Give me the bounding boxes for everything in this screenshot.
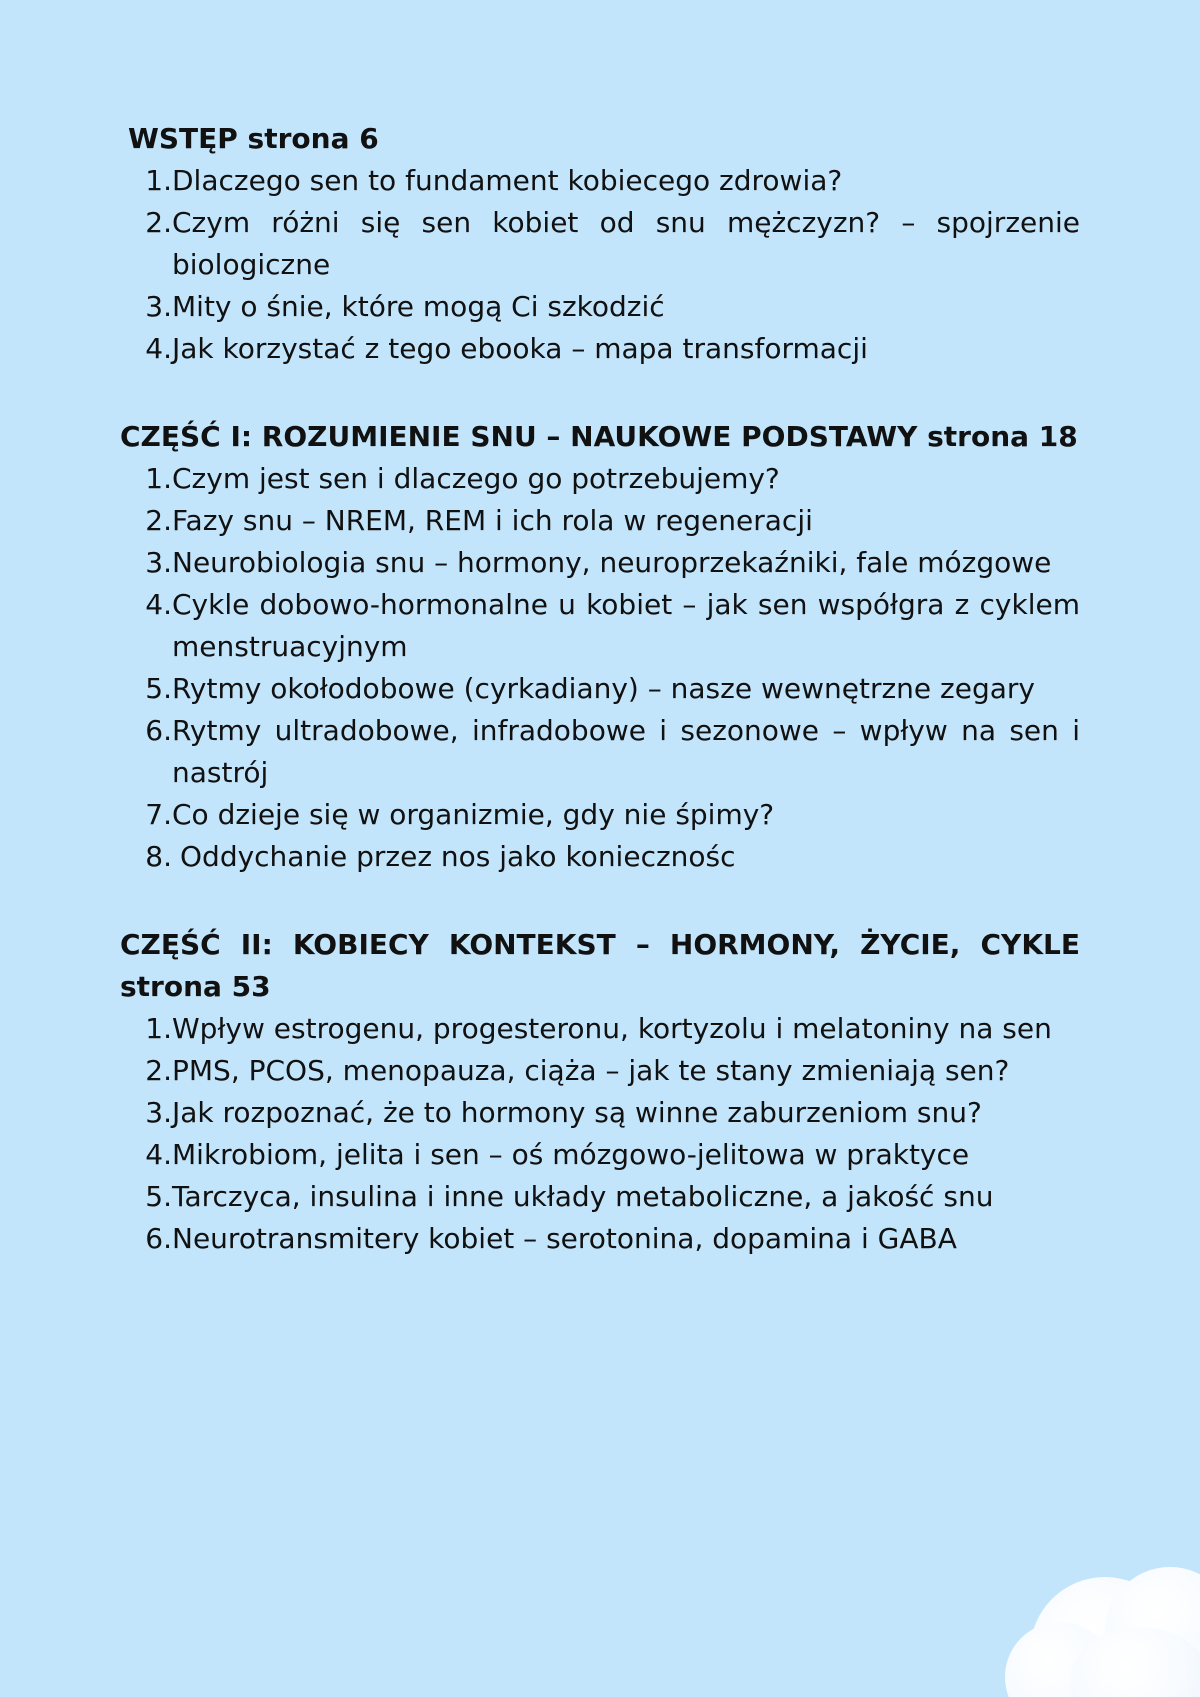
list-item bbox=[120, 1008, 1080, 1050]
item-text: Jak korzystać z tego ebooka – mapa transformacji bbox=[172, 332, 868, 365]
list-item bbox=[120, 1092, 1080, 1134]
item-number: 5. bbox=[145, 1180, 172, 1213]
item-text: Tarczyca, insulina i inne układy metaboliczne, a jakość snu bbox=[172, 1180, 994, 1213]
item-number: 6. bbox=[145, 714, 172, 747]
item-number: 3. bbox=[145, 546, 172, 579]
list-item bbox=[120, 1050, 1080, 1092]
item-text: Mikrobiom, jelita i sen – oś mózgowo-jelitowa w praktyce bbox=[172, 1138, 970, 1171]
list-item bbox=[120, 160, 1080, 202]
item-number: 5. bbox=[145, 672, 172, 705]
list-item bbox=[120, 286, 1080, 328]
list-item bbox=[120, 668, 1080, 710]
list-item bbox=[120, 458, 1080, 500]
section-wstep bbox=[120, 118, 1080, 370]
section-title: CZĘŚĆ II: KOBIECY KONTEKST – HORMONY, ŻYCIE, CYKLE strona 53 bbox=[120, 928, 1080, 1003]
section-czesc-2 bbox=[120, 924, 1080, 1260]
item-text: Czym różni się sen kobiet od snu mężczyzn? – spojrzenie biologiczne bbox=[172, 206, 1080, 281]
section-czesc-1 bbox=[120, 416, 1080, 878]
item-number: 2. bbox=[145, 206, 172, 239]
item-number: 4. bbox=[145, 332, 172, 365]
toc-list bbox=[120, 458, 1080, 878]
item-number: 4. bbox=[145, 1138, 172, 1171]
item-text: Co dzieje się w organizmie, gdy nie śpimy? bbox=[172, 798, 775, 831]
item-text: Rytmy ultradobowe, infradobowe i sezonowe – wpływ na sen i nastrój bbox=[172, 714, 1080, 789]
item-text: Cykle dobowo-hormonalne u kobiet – jak sen współgra z cyklem menstruacyjnym bbox=[172, 588, 1080, 663]
section-title: CZĘŚĆ I: ROZUMIENIE SNU – NAUKOWE PODSTAWY strona 18 bbox=[120, 420, 1078, 453]
item-text: Rytmy okołodobowe (cyrkadiany) – nasze wewnętrzne zegary bbox=[172, 672, 1035, 705]
item-text: PMS, PCOS, menopauza, ciąża – jak te stany zmieniają sen? bbox=[172, 1054, 1010, 1087]
item-text: Jak rozpoznać, że to hormony są winne zaburzeniom snu? bbox=[172, 1096, 982, 1129]
list-item bbox=[120, 1176, 1080, 1218]
toc-list bbox=[120, 1008, 1080, 1260]
item-number: 1. bbox=[145, 1012, 172, 1045]
item-number: 8. bbox=[145, 840, 172, 873]
list-item bbox=[120, 328, 1080, 370]
cloud-icon bbox=[990, 1527, 1200, 1697]
list-item bbox=[120, 1218, 1080, 1260]
list-item bbox=[120, 202, 1080, 286]
item-text: Neurobiologia snu – hormony, neuroprzekaźniki, fale mózgowe bbox=[172, 546, 1052, 579]
item-text: Czym jest sen i dlaczego go potrzebujemy? bbox=[172, 462, 780, 495]
item-number: 3. bbox=[145, 1096, 172, 1129]
item-number: 1. bbox=[145, 164, 172, 197]
list-item bbox=[120, 836, 1080, 878]
list-item bbox=[120, 794, 1080, 836]
item-text: Wpływ estrogenu, progesteronu, kortyzolu i melatoniny na sen bbox=[172, 1012, 1052, 1045]
item-number: 2. bbox=[145, 504, 172, 537]
item-text: Mity o śnie, które mogą Ci szkodzić bbox=[172, 290, 665, 323]
item-text: Oddychanie przez nos jako koniecznośc bbox=[180, 840, 736, 873]
item-text: Dlaczego sen to fundament kobiecego zdrowia? bbox=[172, 164, 843, 197]
toc-list bbox=[120, 160, 1080, 370]
list-item bbox=[120, 500, 1080, 542]
item-number: 1. bbox=[145, 462, 172, 495]
item-number: 2. bbox=[145, 1054, 172, 1087]
item-number: 4. bbox=[145, 588, 172, 621]
item-number: 7. bbox=[145, 798, 172, 831]
table-of-contents bbox=[120, 118, 1080, 1306]
list-item bbox=[120, 710, 1080, 794]
section-title: WSTĘP strona 6 bbox=[128, 122, 379, 155]
list-item bbox=[120, 584, 1080, 668]
list-item bbox=[120, 1134, 1080, 1176]
item-text: Fazy snu – NREM, REM i ich rola w regeneracji bbox=[172, 504, 813, 537]
list-item bbox=[120, 542, 1080, 584]
item-number: 6. bbox=[145, 1222, 172, 1255]
item-text: Neurotransmitery kobiet – serotonina, dopamina i GABA bbox=[172, 1222, 957, 1255]
item-number: 3. bbox=[145, 290, 172, 323]
